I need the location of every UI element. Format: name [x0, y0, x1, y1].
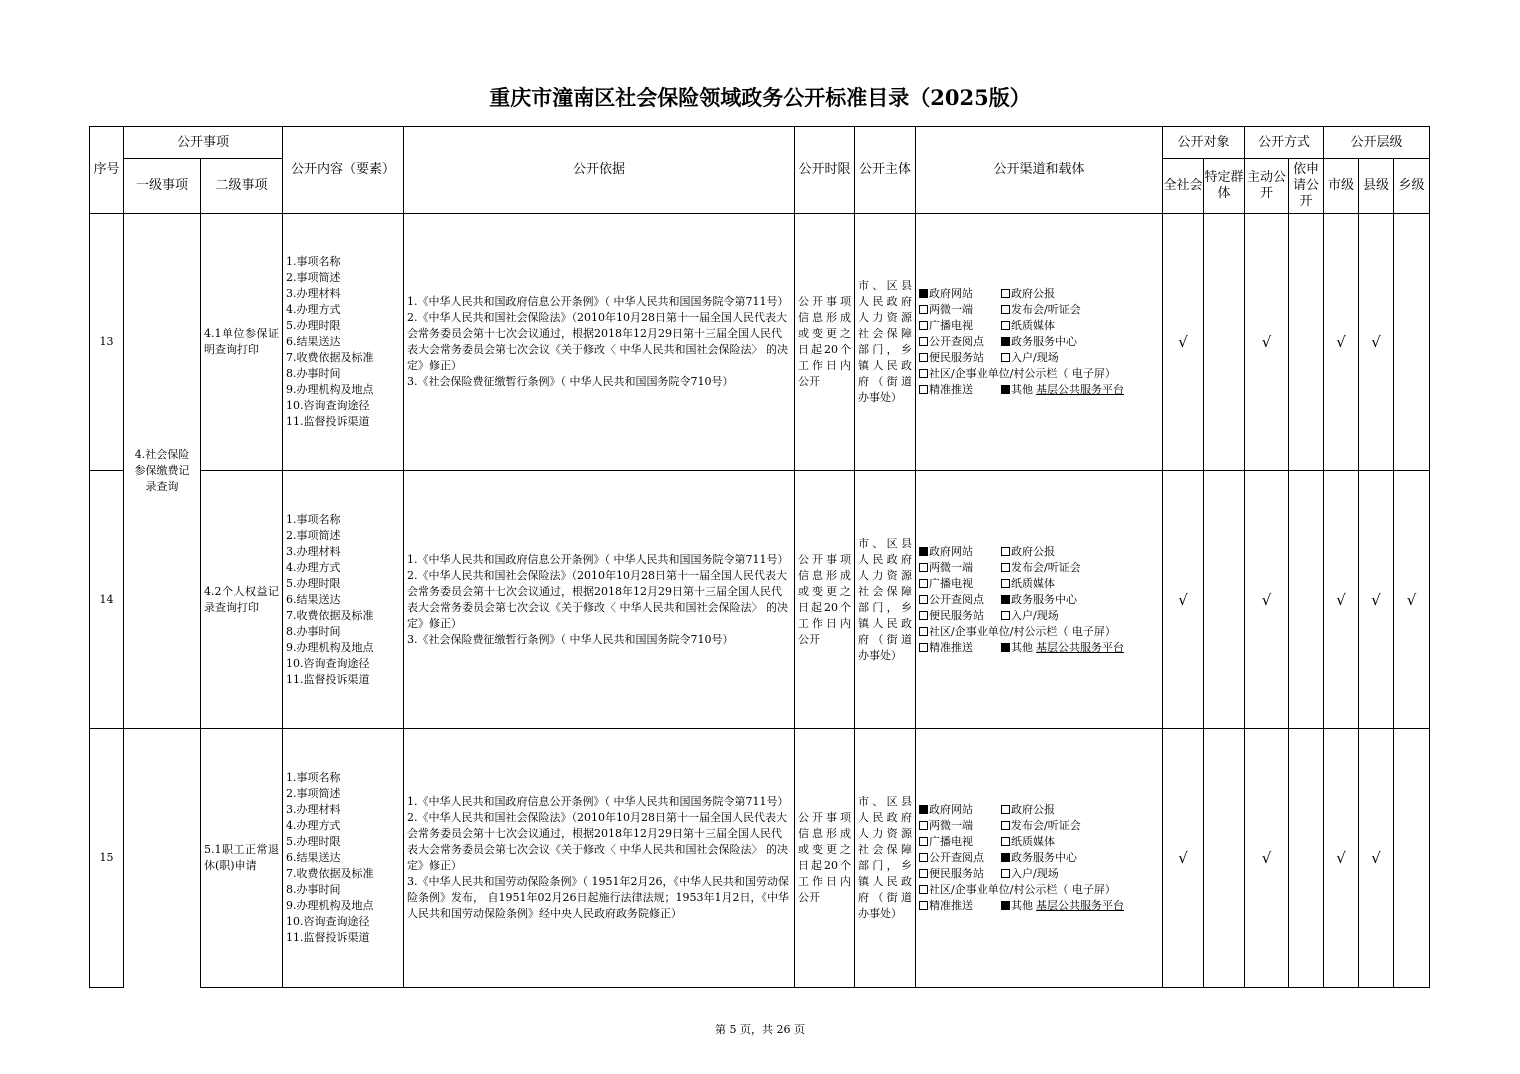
channel-row: [919, 802, 1159, 818]
channel-option: [919, 350, 1001, 366]
checked-box-icon: [1001, 853, 1010, 862]
checked-box-icon: [1001, 901, 1010, 910]
unchecked-box-icon: [919, 837, 928, 846]
unchecked-box-icon: [919, 643, 928, 652]
content-item: 4.办理方式: [286, 819, 341, 832]
content-item: 3.办理材料: [286, 287, 341, 300]
row-level2: 4.1单位参保证明查询打印: [201, 214, 283, 471]
channel-label: 入户/现场: [1011, 608, 1059, 622]
channel-label: 政务服务中心: [1011, 851, 1078, 864]
channel-label: 广播电视: [929, 576, 974, 590]
row-subject: 市、区县人民政府人力资源社会保障部门，乡镇人民政府（街道办事处）: [855, 214, 916, 471]
channel-row: [919, 608, 1159, 624]
header-level-town: 乡级: [1394, 159, 1430, 214]
channel-label: 政府公报: [1011, 803, 1056, 816]
unchecked-box-icon: [919, 353, 928, 362]
basis-item: 1.《中华人民共和国政府信息公开条例》（ 中华人民共和国国务院令第711号）: [407, 295, 789, 308]
channel-label: 社区/企事业单位/村公示栏（ 电子屏）: [929, 367, 1116, 380]
channel-label: 其他: [1011, 640, 1034, 654]
check-level-city: √: [1324, 471, 1359, 729]
content-item: 8.办事时间: [286, 624, 341, 638]
check-level-county: √: [1359, 729, 1394, 988]
channel-option: [919, 302, 1001, 318]
row-content: [283, 471, 404, 729]
content-item: 3.办理材料: [286, 544, 341, 558]
check-level-town: [1394, 729, 1430, 988]
channel-option: [919, 818, 1001, 834]
channel-label: 两微一端: [929, 819, 974, 832]
basis-item: 2.《中华人民共和国社会保险法》（2010年10月28日第十一届全国人民代表大会常务委员会第十七次会议通过，根据2018年12月29日第十三届全国人民代表大会常务委员会第七次会议《关于修改〈 中华人民共和国社会保险法〉 的决定》修正）: [407, 811, 789, 872]
channel-row: [919, 576, 1159, 592]
channel-row: [919, 382, 1159, 398]
channel-label: 纸质媒体: [1011, 319, 1056, 332]
row-time-limit: 公开事项信息形成或变更之日起20个工作日内公开: [795, 729, 855, 988]
channel-option: [1001, 286, 1055, 302]
channel-option: [1001, 640, 1124, 656]
checked-box-icon: [1001, 337, 1010, 346]
row-level2: 4.2个人权益记录查询打印: [201, 471, 283, 729]
unchecked-box-icon: [1001, 805, 1010, 814]
basis-item: 1.《中华人民共和国政府信息公开条例》（ 中华人民共和国国务院令第711号）: [407, 795, 789, 808]
unchecked-box-icon: [1001, 869, 1010, 878]
channel-label: 纸质媒体: [1011, 835, 1056, 848]
content-item: 2.事项简述: [286, 271, 341, 284]
header-level: 公开层级: [1324, 127, 1430, 159]
content-item: 10.咨询查询途径: [286, 915, 370, 928]
unchecked-box-icon: [919, 595, 928, 604]
check-mode-active: √: [1245, 471, 1289, 729]
content-item: 4.办理方式: [286, 560, 341, 574]
level1-group-cell: 4.社会保险参保缴费记录查询: [124, 214, 201, 729]
unchecked-box-icon: [919, 611, 928, 620]
header-time-limit: 公开时限: [795, 127, 855, 214]
row-basis: [404, 471, 795, 729]
channel-label: 政府网站: [929, 803, 974, 816]
channel-label: 公开查阅点: [929, 592, 985, 606]
channel-row: [919, 334, 1159, 350]
channel-row: [919, 286, 1159, 302]
basis-item: 3.《中华人民共和国劳动保险条例》（ 1951年2月26，《中华人民共和国劳动保险条例》发布， 自1951年02月26日起施行法律法规；1953年1月2日，《中华人民共和国劳动保险条例》经中央人民政府政务院修正）: [407, 875, 789, 920]
channel-label: 社区/企事业单位/村公示栏（ 电子屏）: [929, 624, 1116, 638]
channel-label: 两微一端: [929, 303, 974, 316]
unchecked-box-icon: [1001, 321, 1010, 330]
channel-option: [1001, 592, 1077, 608]
unchecked-box-icon: [919, 885, 928, 894]
basis-item: 1.《中华人民共和国政府信息公开条例》（ 中华人民共和国国务院令第711号）: [407, 552, 789, 566]
channel-other-detail: 基层公共服务平台: [1036, 640, 1125, 654]
row-channels: [916, 729, 1163, 988]
channel-option: [919, 286, 1001, 302]
unchecked-box-icon: [919, 563, 928, 572]
channel-other-detail: 基层公共服务平台: [1036, 383, 1125, 396]
check-target-all: √: [1163, 729, 1204, 988]
channel-label: 发布会/听证会: [1011, 303, 1081, 316]
channel-option: [919, 640, 1001, 656]
channel-row: [919, 318, 1159, 334]
unchecked-box-icon: [919, 385, 928, 394]
content-item: 1.事项名称: [286, 512, 341, 526]
channel-option: [919, 898, 1001, 914]
header-subject: 公开主体: [855, 127, 916, 214]
content-item: 8.办事时间: [286, 367, 341, 380]
unchecked-box-icon: [919, 369, 928, 378]
unchecked-box-icon: [1001, 563, 1010, 572]
header-level2: 二级事项: [201, 159, 283, 214]
content-item: 5.办理时限: [286, 576, 341, 590]
content-item: 1.事项名称: [286, 771, 341, 784]
check-level-town: √: [1394, 471, 1430, 729]
basis-item: 3.《社会保险费征缴暂行条例》（ 中华人民共和国国务院令710号）: [407, 375, 734, 388]
channel-label: 便民服务站: [929, 608, 985, 622]
channel-other-detail: 基层公共服务平台: [1036, 899, 1125, 912]
unchecked-box-icon: [919, 821, 928, 830]
channel-option: [1001, 608, 1059, 624]
content-item: 1.事项名称: [286, 255, 341, 268]
channel-option: [919, 334, 1001, 350]
content-item: 5.办理时限: [286, 835, 341, 848]
level1-empty-cell: [124, 729, 201, 988]
row-level2: 5.1职工正常退休(职)申请: [201, 729, 283, 988]
channel-label: 政府网站: [929, 544, 974, 558]
channel-label: 政府网站: [929, 287, 974, 300]
unchecked-box-icon: [919, 627, 928, 636]
row-subject: 市、区县人民政府人力资源社会保障部门，乡镇人民政府（街道办事处）: [855, 729, 916, 988]
content-item: 9.办理机构及地点: [286, 383, 374, 396]
channel-option: [1001, 350, 1059, 366]
channel-option: [1001, 560, 1081, 576]
row-channels: [916, 471, 1163, 729]
channel-row: [919, 882, 1159, 898]
unchecked-box-icon: [919, 321, 928, 330]
unchecked-box-icon: [1001, 837, 1010, 846]
header-basis: 公开依据: [404, 127, 795, 214]
unchecked-box-icon: [1001, 579, 1010, 588]
header-target-specific: 特定群体: [1204, 159, 1245, 214]
check-mode-apply: [1289, 729, 1324, 988]
row-content: [283, 729, 404, 988]
header-level-city: 市级: [1324, 159, 1359, 214]
header-mode-active: 主动公开: [1245, 159, 1289, 214]
channel-label: 便民服务站: [929, 351, 985, 364]
page-title: 重庆市潼南区社会保险领域政务公开标准目录（2025版）: [489, 85, 1031, 110]
channel-row: [919, 544, 1159, 560]
checked-box-icon: [919, 547, 928, 556]
channel-option: [919, 882, 1116, 898]
channel-row: [919, 640, 1159, 656]
unchecked-box-icon: [1001, 547, 1010, 556]
channel-label: 公开查阅点: [929, 335, 985, 348]
checked-box-icon: [919, 289, 928, 298]
unchecked-box-icon: [1001, 353, 1010, 362]
channel-row: [919, 850, 1159, 866]
channel-label: 精准推送: [929, 383, 974, 396]
check-level-city: √: [1324, 729, 1359, 988]
channel-label: 入户/现场: [1011, 867, 1059, 880]
content-item: 5.办理时限: [286, 319, 341, 332]
unchecked-box-icon: [1001, 305, 1010, 314]
channel-row: [919, 834, 1159, 850]
checked-box-icon: [1001, 385, 1010, 394]
channel-row: [919, 818, 1159, 834]
header-level1: 一级事项: [124, 159, 201, 214]
unchecked-box-icon: [1001, 289, 1010, 298]
channel-option: [919, 850, 1001, 866]
check-mode-active: √: [1245, 214, 1289, 471]
channel-label: 政府公报: [1011, 287, 1056, 300]
channel-label: 广播电视: [929, 835, 974, 848]
channel-option: [1001, 318, 1055, 334]
channel-option: [919, 866, 1001, 882]
channel-option: [919, 318, 1001, 334]
row-seq: 13: [90, 214, 124, 471]
channel-label: 其他: [1011, 383, 1034, 396]
channel-row: [919, 592, 1159, 608]
channel-option: [1001, 898, 1124, 914]
content-item: 6.结果送达: [286, 851, 341, 864]
channel-option: [919, 608, 1001, 624]
page-footer: 第 5 页，共 26 页: [715, 1023, 805, 1036]
row-basis: [404, 729, 795, 988]
channel-option: [919, 382, 1001, 398]
channel-option: [919, 560, 1001, 576]
unchecked-box-icon: [1001, 611, 1010, 620]
content-item: 3.办理材料: [286, 803, 341, 816]
channel-label: 社区/企事业单位/村公示栏（ 电子屏）: [929, 883, 1116, 896]
channel-label: 政务服务中心: [1011, 335, 1078, 348]
content-item: 6.结果送达: [286, 335, 341, 348]
unchecked-box-icon: [919, 579, 928, 588]
channel-option: [1001, 382, 1124, 398]
content-item: 11.监督投诉渠道: [286, 931, 370, 944]
content-item: 4.办理方式: [286, 303, 341, 316]
table-row: [90, 214, 1430, 471]
table-row: [90, 729, 1430, 988]
header-target-all: 全社会: [1163, 159, 1204, 214]
check-level-county: √: [1359, 471, 1394, 729]
channel-label: 其他: [1011, 899, 1034, 912]
channel-option: [919, 802, 1001, 818]
content-item: 2.事项简述: [286, 787, 341, 800]
content-item: 10.咨询查询途径: [286, 656, 370, 670]
channel-row: [919, 350, 1159, 366]
channel-label: 发布会/听证会: [1011, 560, 1081, 574]
channel-option: [919, 544, 1001, 560]
unchecked-box-icon: [919, 901, 928, 910]
header-target: 公开对象: [1163, 127, 1245, 159]
header-matter: 公开事项: [124, 127, 283, 159]
content-item: 11.监督投诉渠道: [286, 672, 370, 686]
row-subject: 市、区县人民政府人力资源社会保障部门，乡镇人民政府（街道办事处）: [855, 471, 916, 729]
check-target-specific: [1204, 214, 1245, 471]
content-item: 11.监督投诉渠道: [286, 415, 370, 428]
channel-option: [919, 592, 1001, 608]
unchecked-box-icon: [919, 853, 928, 862]
channel-option: [1001, 818, 1081, 834]
channel-row: [919, 302, 1159, 318]
content-item: 6.结果送达: [286, 592, 341, 606]
header-mode: 公开方式: [1245, 127, 1324, 159]
check-target-specific: [1204, 729, 1245, 988]
header-mode-apply: 依申请公开: [1289, 159, 1324, 214]
unchecked-box-icon: [919, 869, 928, 878]
basis-item: 3.《社会保险费征缴暂行条例》（ 中华人民共和国国务院令710号）: [407, 632, 734, 646]
channel-option: [1001, 302, 1081, 318]
channel-label: 广播电视: [929, 319, 974, 332]
content-item: 8.办事时间: [286, 883, 341, 896]
check-target-all: √: [1163, 471, 1204, 729]
header-content: 公开内容（要素）: [283, 127, 404, 214]
channel-option: [1001, 802, 1055, 818]
channel-label: 精准推送: [929, 899, 974, 912]
channel-label: 政务服务中心: [1011, 592, 1078, 606]
header-level-county: 县级: [1359, 159, 1394, 214]
basis-item: 2.《中华人民共和国社会保险法》（2010年10月28日第十一届全国人民代表大会常务委员会第十七次会议通过，根据2018年12月29日第十三届全国人民代表大会常务委员会第七次会议《关于修改〈 中华人民共和国社会保险法〉 的决定》修正）: [407, 568, 789, 630]
table-row: [90, 471, 1430, 729]
row-content: [283, 214, 404, 471]
channel-label: 入户/现场: [1011, 351, 1059, 364]
row-channels: [916, 214, 1163, 471]
row-basis: [404, 214, 795, 471]
check-mode-apply: [1289, 471, 1324, 729]
header-seq: 序号: [90, 127, 124, 214]
channel-label: 便民服务站: [929, 867, 985, 880]
row-time-limit: 公开事项信息形成或变更之日起20个工作日内公开: [795, 214, 855, 471]
channel-option: [1001, 866, 1059, 882]
channel-option: [919, 624, 1116, 640]
channel-label: 精准推送: [929, 640, 974, 654]
content-item: 9.办理机构及地点: [286, 899, 374, 912]
channel-option: [1001, 834, 1055, 850]
check-level-city: √: [1324, 214, 1359, 471]
content-item: 2.事项简述: [286, 528, 341, 542]
check-mode-active: √: [1245, 729, 1289, 988]
basis-item: 2.《中华人民共和国社会保险法》（2010年10月28日第十一届全国人民代表大会常务委员会第十七次会议通过，根据2018年12月29日第十三届全国人民代表大会常务委员会第七次会议《关于修改〈 中华人民共和国社会保险法〉 的决定》修正）: [407, 311, 789, 372]
unchecked-box-icon: [919, 337, 928, 346]
check-target-specific: [1204, 471, 1245, 729]
check-level-town: [1394, 214, 1430, 471]
row-seq: 15: [90, 729, 124, 988]
check-mode-apply: [1289, 214, 1324, 471]
channel-option: [919, 576, 1001, 592]
channel-option: [919, 834, 1001, 850]
checked-box-icon: [1001, 595, 1010, 604]
disclosure-catalog-table: [89, 126, 1430, 988]
content-item: 7.收费依据及标准: [286, 608, 374, 622]
check-level-county: √: [1359, 214, 1394, 471]
channel-label: 发布会/听证会: [1011, 819, 1081, 832]
checked-box-icon: [919, 805, 928, 814]
channel-row: [919, 560, 1159, 576]
channel-row: [919, 366, 1159, 382]
checked-box-icon: [1001, 643, 1010, 652]
channel-option: [1001, 544, 1055, 560]
header-channel: 公开渠道和载体: [916, 127, 1163, 214]
content-item: 10.咨询查询途径: [286, 399, 370, 412]
content-item: 7.收费依据及标准: [286, 867, 374, 880]
channel-label: 两微一端: [929, 560, 974, 574]
channel-option: [1001, 334, 1077, 350]
row-time-limit: 公开事项信息形成或变更之日起20个工作日内公开: [795, 471, 855, 729]
channel-row: [919, 866, 1159, 882]
channel-row: [919, 898, 1159, 914]
unchecked-box-icon: [1001, 821, 1010, 830]
channel-option: [919, 366, 1116, 382]
unchecked-box-icon: [919, 305, 928, 314]
channel-row: [919, 624, 1159, 640]
channel-label: 纸质媒体: [1011, 576, 1056, 590]
check-target-all: √: [1163, 214, 1204, 471]
channel-option: [1001, 850, 1077, 866]
channel-label: 公开查阅点: [929, 851, 985, 864]
channel-label: 政府公报: [1011, 544, 1056, 558]
row-seq: 14: [90, 471, 124, 729]
content-item: 7.收费依据及标准: [286, 351, 374, 364]
content-item: 9.办理机构及地点: [286, 640, 374, 654]
channel-option: [1001, 576, 1055, 592]
